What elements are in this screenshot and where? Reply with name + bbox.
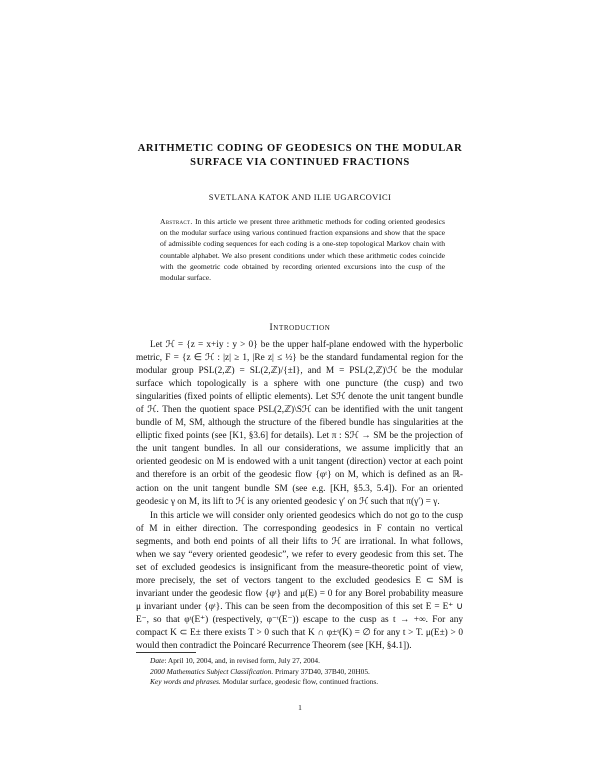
msc-text: Primary 37D40, 37B40, 20H05. (273, 666, 370, 676)
keywords-text: Modular surface, geodesic flow, continued fractions. (220, 677, 379, 687)
footnote-rule (136, 652, 196, 653)
msc-label: 2000 Mathematics Subject Classification. (150, 666, 274, 676)
page-number: 1 (298, 703, 302, 712)
authors: SVETLANA KATOK AND ILIE UGARCOVICI (208, 192, 392, 202)
footnotes (136, 656, 463, 688)
abstract-text: In this article we present three arithmetic methods for coding oriented geodesics on the modular surface using various continued fraction expansions and show that the space of admissible coding sequences for each coding is a one-step topological Markov chain with countable alphabet. We also present conditions under which these arithmetic codes coincide with the geometric code obtained by recording oriented excursions into the cusp of the modular surface. (160, 217, 445, 283)
body-text (136, 339, 463, 653)
abstract-label: Abstract. (160, 217, 193, 226)
footnote-date (136, 656, 463, 667)
paper-title (100, 142, 500, 170)
title-line-1: ARITHMETIC CODING OF GEODESICS ON THE MODULAR (137, 143, 463, 154)
footnote-msc (136, 667, 463, 678)
paragraph-2: In this article we will consider only oriented geodesics which do not go to the cusp of M in either direction. The corresponding geodesics in F contain no vertical segments, and both end points of all their lifts to ℋ are irrational. In what follows, when we say “every oriented geodesic”, we refer to every geodesic from this set. The set of excluded geodesics is insignificant from the measure-theoretic point of view, more precisely, the set of vectors tangent to the excluded geodesics E ⊂ SM is invariant under the geodesic flow {φᵗ} and μ(E) = 0 for any Borel probability measure μ invariant under {φᵗ}. This can be seen from the decomposition of this set E = E⁺ ∪ E⁻, so that φᵗ(E⁺) (respectively, φ⁻ᵗ(E⁻)) escape to the cusp as t → +∞. For any compact K ⊂ E± there exists T > 0 such that K ∩ φ±ᵗ(K) = ∅ for any t > T. μ(E±) > 0 would then contradict the Poincaré Recurrence Theorem (see [KH, §4.1]). (136, 510, 463, 652)
section-heading: Introduction (269, 323, 331, 333)
title-line-2: SURFACE VIA CONTINUED FRACTIONS (190, 157, 410, 168)
date-text: : April 10, 2004, and, in revised form, July 27, 2004. (164, 656, 320, 665)
abstract (160, 216, 445, 283)
paragraph-1: Let ℋ = {z = x+iy : y > 0} be the upper half-plane endowed with the hyperbolic metric, F = {z ∈ ℋ : |z| ≥ 1, |Re z| ≤ ½} be the standard fundamental region for the modular group PSL(2,ℤ) = SL(2,ℤ)/{±I}, and M = PSL(2,ℤ)\ℋ be the modular surface which topologically is a sphere with one puncture (the cusp) and two singularities (fixed points of elliptic elements). Let Sℋ denote the unit tangent bundle of ℋ. Then the quotient space PSL(2,ℤ)\Sℋ can be identified with the unit tangent bundle of M, SM, although the structure of the fibered bundle has singularities at the elliptic fixed points (see [K1, §3.6] for details). Let π : Sℋ → SM be the projection of the unit tangent bundles. In all our considerations, we assume implicitly that an oriented geodesic on M is endowed with a unit tangent (direction) vector at each point and therefore is an orbit of the geodesic flow {φᵗ} on M, which is defined as an ℝ-action on the unit tangent bundle SM (see e.g. [KH, §5.3, 5.4]). For an oriented geodesic γ on M, its lift to ℋ is any oriented geodesic γ′ on ℋ such that π(γ′) = γ. (136, 340, 463, 507)
keywords-label: Key words and phrases. (150, 677, 221, 687)
date-label: Date (150, 656, 165, 665)
footnote-keywords (136, 677, 463, 688)
